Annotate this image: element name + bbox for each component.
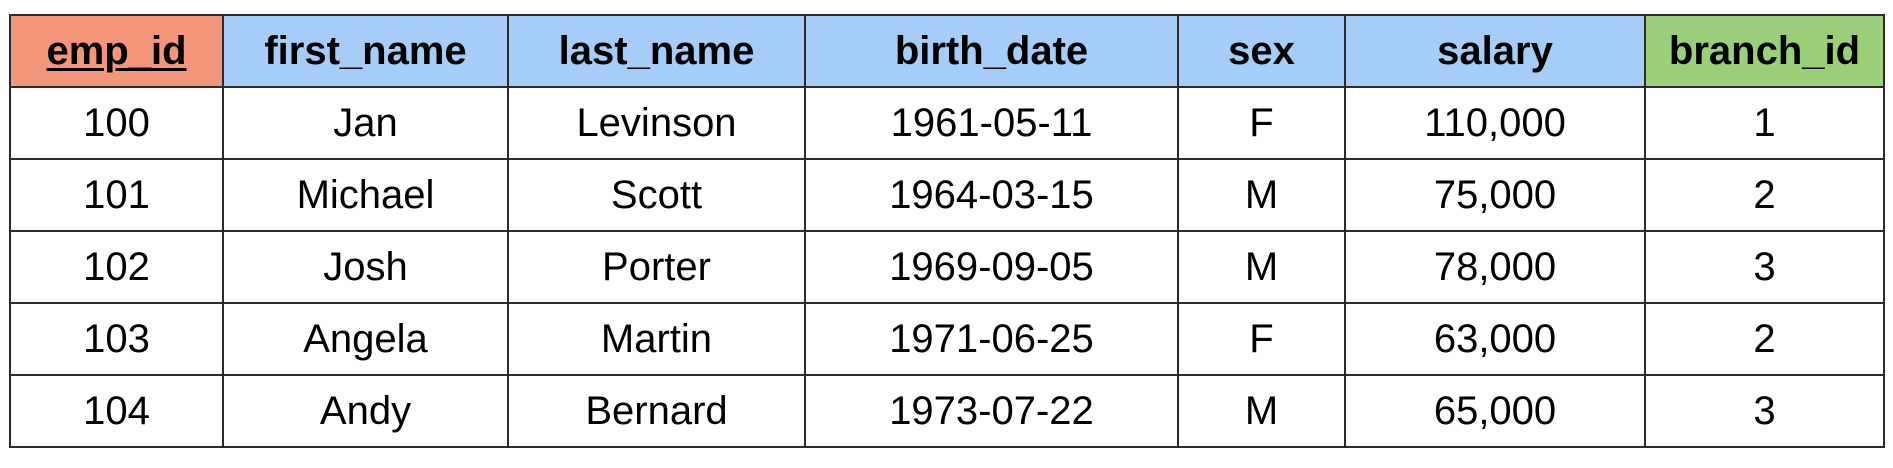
cell-birth-date: 1969-09-05 xyxy=(805,231,1178,303)
cell-emp-id: 103 xyxy=(10,303,223,375)
cell-salary: 65,000 xyxy=(1345,375,1645,447)
employee-table xyxy=(9,14,1885,448)
cell-sex: M xyxy=(1178,231,1345,303)
cell-salary: 110,000 xyxy=(1345,87,1645,159)
cell-emp-id: 102 xyxy=(10,231,223,303)
cell-first-name: Andy xyxy=(223,375,508,447)
table-row xyxy=(10,159,1884,231)
cell-branch-id: 2 xyxy=(1645,159,1884,231)
cell-sex: M xyxy=(1178,375,1345,447)
column-header-last-name: last_name xyxy=(508,15,805,87)
cell-emp-id: 104 xyxy=(10,375,223,447)
cell-salary: 75,000 xyxy=(1345,159,1645,231)
column-header-birth-date: birth_date xyxy=(805,15,1178,87)
cell-sex: F xyxy=(1178,87,1345,159)
cell-last-name: Porter xyxy=(508,231,805,303)
cell-last-name: Martin xyxy=(508,303,805,375)
cell-branch-id: 2 xyxy=(1645,303,1884,375)
column-header-branch-id: branch_id xyxy=(1645,15,1884,87)
cell-first-name: Angela xyxy=(223,303,508,375)
header-row xyxy=(10,15,1884,87)
cell-sex: F xyxy=(1178,303,1345,375)
table-row xyxy=(10,375,1884,447)
cell-last-name: Scott xyxy=(508,159,805,231)
cell-emp-id: 100 xyxy=(10,87,223,159)
column-header-sex: sex xyxy=(1178,15,1345,87)
cell-branch-id: 1 xyxy=(1645,87,1884,159)
column-header-first-name: first_name xyxy=(223,15,508,87)
cell-birth-date: 1964-03-15 xyxy=(805,159,1178,231)
cell-branch-id: 3 xyxy=(1645,375,1884,447)
table-header xyxy=(10,15,1884,87)
cell-last-name: Levinson xyxy=(508,87,805,159)
table-row xyxy=(10,231,1884,303)
cell-birth-date: 1971-06-25 xyxy=(805,303,1178,375)
cell-branch-id: 3 xyxy=(1645,231,1884,303)
table-body xyxy=(10,87,1884,447)
cell-first-name: Jan xyxy=(223,87,508,159)
cell-birth-date: 1961-05-11 xyxy=(805,87,1178,159)
cell-salary: 78,000 xyxy=(1345,231,1645,303)
cell-salary: 63,000 xyxy=(1345,303,1645,375)
cell-first-name: Josh xyxy=(223,231,508,303)
column-header-salary: salary xyxy=(1345,15,1645,87)
column-header-emp-id: emp_id xyxy=(10,15,223,87)
cell-birth-date: 1973-07-22 xyxy=(805,375,1178,447)
table-row xyxy=(10,87,1884,159)
cell-first-name: Michael xyxy=(223,159,508,231)
cell-emp-id: 101 xyxy=(10,159,223,231)
cell-sex: M xyxy=(1178,159,1345,231)
employee-table-container xyxy=(9,14,1885,448)
cell-last-name: Bernard xyxy=(508,375,805,447)
table-row xyxy=(10,303,1884,375)
